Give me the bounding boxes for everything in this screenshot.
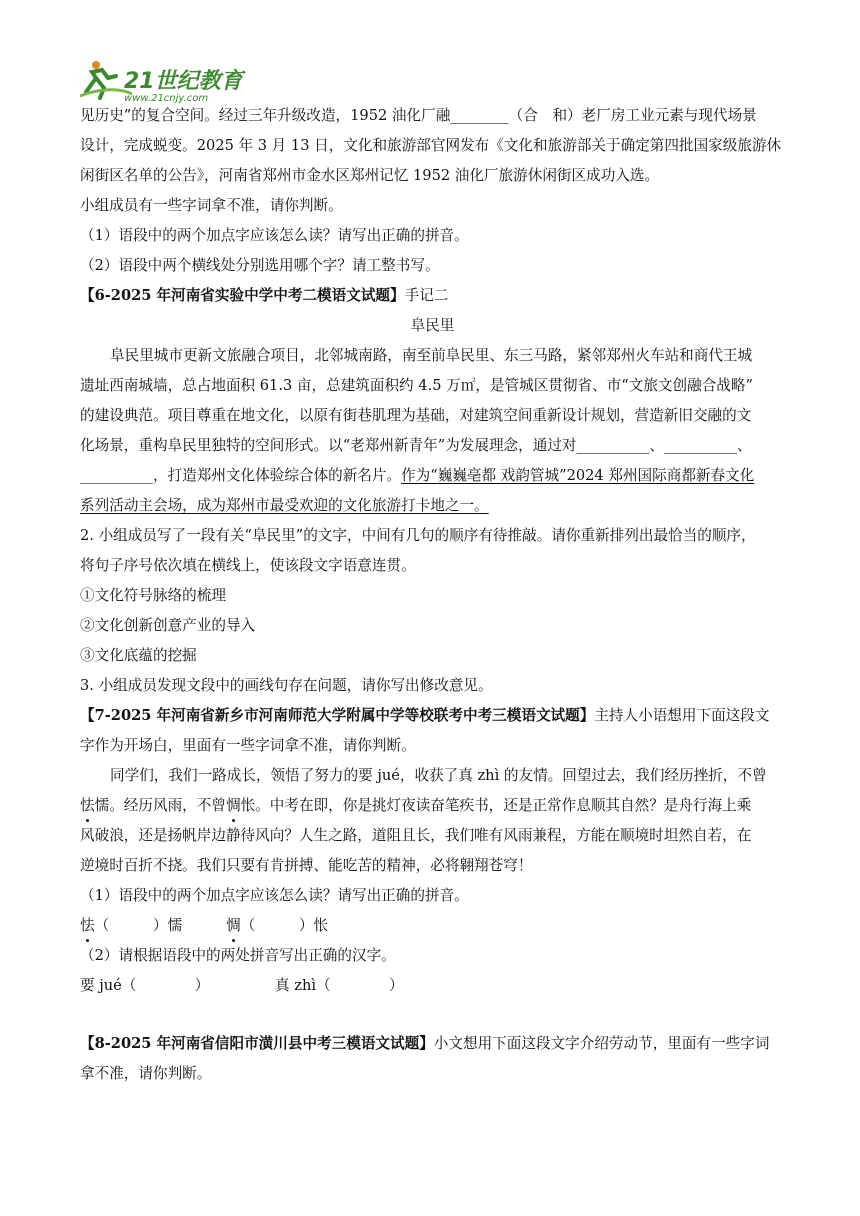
paragraph-text: 怅。中考在即，你是挑灯夜读奋笔疾书，还是正常作息顺其自然？是舟行海上乘 [240,797,752,814]
paragraph-line: 化场景，重构阜民里独特的空间形式。以“老郑州新青年”为发展理念，通过对__________、__________、 [80,437,752,454]
question-3-line: 3. 小组成员发现文段中的画线句存在问题，请你写出修改意见。 [80,677,493,694]
answer-line: 要 jué（ ） 真 zhì（ ） [80,977,404,994]
option-item: ①文化符号脉络的梳理 [80,587,226,604]
paragraph-line: 风破浪，还是扬帆岸边静待风向？人生之路，道阻且长，我们唯有风雨兼程，方能在顺境时坦然自若，在 [80,827,752,844]
dotted-char: 惆 [225,917,241,934]
logo-main-text: 21世纪教育 [124,69,243,94]
dotted-char: 怯 [80,797,95,814]
paragraph-line: 遗址西南城墙，总占地面积 61.3 亩，总建筑面积约 4.5 万㎡，是管城区贯彻省、市“文旅文创融合战略” [80,377,753,394]
answer-blank: （ ）怅 [240,917,329,934]
question-8-header-cont: 拿不准，请你判断。 [80,1065,212,1082]
underlined-sentence: 作为“巍巍亳都 戏韵管城”2024 郑州国际商都新春文化 [401,467,755,484]
text-line: 见历史”的复合空间。经过三年升级改造，1952 油化厂融________（合 和）老厂房工业元素与现代场景 [80,107,757,124]
paragraph-line: 同学们，我们一路成长，领悟了努力的要 jué，收获了真 zhì 的友情。回望过去，我们经历挫折，不曾 [110,767,767,784]
paragraph-text: 懦。经历风雨，不曾 [94,797,226,814]
sub-question-2: （2）请根据语段中的两处拼音写出正确的汉字。 [80,947,396,964]
question-7-suffix: 主持人小语想用下面这段文 [594,707,770,724]
question-2-line: 将句子序号依次填在横线上，使该段文字语意连贯。 [80,557,416,574]
dotted-char: 怯 [80,917,95,934]
text-line: 闲街区名单的公告》，河南省郑州市金水区郑州记忆 1952 油化厂旅游休闲街区成功入选。 [80,167,660,184]
question-7-header [80,706,769,726]
paragraph-line [80,496,489,516]
question-2-line: 2. 小组成员写了一段有关“阜民里”的文字，中间有几句的顺序有待推敲。请你重新排列出最恰当的顺序， [80,527,756,544]
sub-question-2: （2）语段中两个横线处分别选用哪个字？请工整书写。 [80,257,440,274]
instruction-line: 小组成员有一些字词拿不准，请你判断。 [80,197,343,214]
question-7-header-cont: 字作为开场白，里面有一些字词拿不准，请你判断。 [80,737,416,754]
question-8-title: 【8-2025 年河南省信阳市潢川县中考三模语文试题】 [80,1035,434,1052]
section-heading: 阜民里 [410,317,455,334]
logo-url-text: www.21cnjy.com [124,93,209,104]
paragraph-text: __________，打造郑州文化体验综合体的新名片。 [80,467,402,484]
sub-question-1: （1）语段中的两个加点字应该怎么读？请写出正确的拼音。 [80,887,469,904]
paragraph-line: 的建设典范。项目尊重在地文化，以原有街巷肌理为基础，对建筑空间重新设计规划，营造新旧交融的文 [80,407,752,424]
question-6-header [80,286,448,306]
option-item: ③文化底蕴的挖掘 [80,647,197,664]
question-7-title: 【7-2025 年河南省新乡市河南师范大学附属中学等校联考中考三模语文试题】 [80,707,595,724]
answer-line [80,916,328,936]
answer-blank: （ ）懦 [94,917,226,934]
paragraph-line [80,466,754,486]
question-8-header [80,1034,769,1054]
paragraph-line [80,796,751,816]
text-line: 设计，完成蜕变。2025 年 3 月 13 日，文化和旅游部官网发布《文化和旅游部关于确定第四批国家级旅游休 [80,137,782,154]
question-8-suffix: 小文想用下面这段文字介绍劳动节，里面有一些字词 [433,1035,770,1052]
question-6-suffix: 手记二 [404,287,449,304]
sub-question-1: （1）语段中的两个加点字应该怎么读？请写出正确的拼音。 [80,227,469,244]
underlined-sentence: 系列活动主会场，成为郑州市最受欢迎的文化旅游打卡地之一。 [80,497,489,514]
paragraph-line: 逆境时百折不挠。我们只要有肯拼搏、能吃苦的精神，必将翱翔苍穹！ [80,857,533,874]
paragraph-line: 阜民里城市更新文旅融合项目，北邻城南路，南至前阜民里、东三马路，紧邻郑州火车站和商代王城 [110,347,753,364]
dotted-char: 惆 [225,797,241,814]
option-item: ②文化创新创意产业的导入 [80,617,256,634]
question-6-title: 【6-2025 年河南省实验中学中考二模语文试题】 [80,287,405,304]
21cnjy-logo [80,58,260,104]
